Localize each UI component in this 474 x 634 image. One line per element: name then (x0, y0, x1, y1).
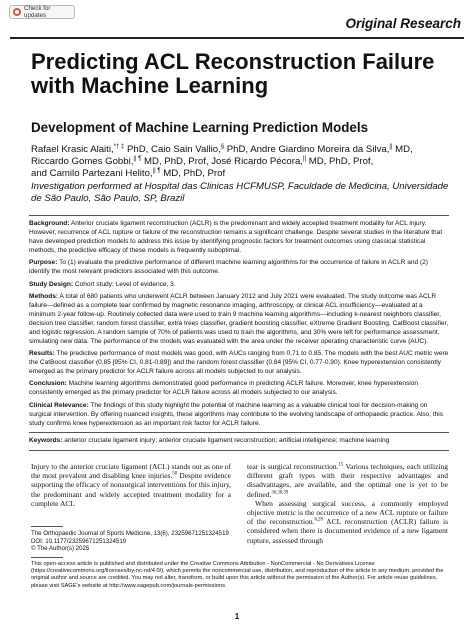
citation[interactable]: 15 (338, 462, 344, 468)
body-column-left (31, 462, 231, 508)
abstract-text: The findings of this study highlight the potential of machine learning as a valuable clinical tool for decision-making on surgical intervention. By offering nuanced insights, these algorithms may contribute to the evolving landscape of orthopaedic practice. Also, this study confirms knee hyperextension as an important risk factor for ACLR failure. (29, 401, 444, 427)
body-paragraph (247, 499, 448, 545)
body-text: tear is surgical reconstruction. (247, 462, 339, 471)
copyright: © The Author(s) 2025 (31, 545, 90, 553)
author-name: Riccardo Gomes Gobbi, (31, 156, 134, 168)
body-text: Despite evidence supporting the efficacy of nonsurgical interventions for this injury, the predominant and widely accepted treatment modality for a complete ACL (31, 471, 231, 508)
abstract-methods (29, 293, 449, 346)
author-degree: MD, PhD, Prof, (306, 156, 374, 168)
abstract-text: Machine learning algorithms demonstrated good performance in predicting ACLR failure. Moreover, knee hyperextension consistently emerged as the primary predictor for ACLR failure across all models subjected to our analysis. (29, 380, 419, 397)
article-subtitle: Development of Machine Learning Prediction Models (31, 120, 369, 135)
body-text: ACL reconstruction (ACLR) failure is considered when there is documented evidence of a new ligament rupture, assessed through (247, 517, 449, 545)
author-degree: PhD, (124, 144, 152, 155)
author-name: and Camilo Partezani Helito, (31, 168, 153, 180)
abstract-text: To (1) evaluate the predictive performance of different machine learning algorithms for the occurrence of failure in ACLR and (2) identify the most relevant predictors associated with this outcome. (29, 259, 428, 276)
check-for-updates-badge[interactable] (9, 5, 75, 19)
license-divider (31, 557, 63, 558)
article-title: Predicting ACL Reconstruction Failure with Machine Learning (31, 49, 435, 98)
body-text: When assessing surgical success, a commonly employed objective metric is the occurrence of a new ACL rupture or failure of the reconstruction. (247, 498, 448, 527)
abstract-label: Methods: (29, 293, 59, 301)
author-block (31, 144, 451, 205)
journal-info-divider (31, 526, 63, 527)
abstract (29, 215, 449, 455)
abstract-bottom-divider (29, 450, 449, 451)
check-for-updates-label: Check for updates (24, 5, 51, 19)
author-name: Rafael Krasic Alaiti, (31, 144, 114, 155)
author-degree: PhD, (224, 144, 251, 155)
body-paragraph (247, 462, 448, 499)
abstract-label: Background: (29, 220, 70, 227)
author-affiliation-marks: || ¶ (152, 168, 161, 175)
author-degree: MD, PhD, Prof, (141, 156, 212, 168)
section-label: Original Research (345, 16, 461, 31)
abstract-keywords (29, 437, 449, 446)
abstract-label: Conclusion: (29, 380, 67, 388)
abstract-clinical-relevance (29, 402, 449, 429)
author-affiliation-marks: || ¶ (133, 156, 142, 163)
update-icon (13, 8, 21, 16)
journal-citation: The Orthopaedic Journal of Sports Medicine, 13(6), 23259671251324519 (31, 530, 229, 537)
author-name: Caio Sain Vallio, (151, 144, 221, 155)
journal-info (31, 526, 231, 553)
abstract-label: Keywords: (29, 437, 63, 445)
abstract-text: The predictive performance of most models was good, with AUCs ranging from 0.71 to 0.85. The models with the best AUC metric were the CatBoost classifier (0.85 [95% CI, 0.81-0.89]) and the random forest classifier (0.84 [95% CI, 0.77-0.90). Knee hyperextension consistently emerged as the primary predictor for ACLR failure across all models subjected to our analysis. (29, 350, 449, 375)
abstract-label: Clinical Relevance: (29, 401, 89, 409)
author-affiliation-marks: || (389, 143, 393, 150)
citation[interactable]: 36,38,39 (271, 490, 289, 496)
body-column-right (247, 462, 448, 545)
abstract-study-design (29, 281, 449, 290)
page-number: 1 (234, 612, 240, 621)
abstract-label: Purpose: (29, 259, 58, 267)
author-name: José Ricardo Pécora, (211, 156, 303, 168)
abstract-text: Anterior cruciate ligament reconstruction (ACLR) is the predominant and widely accepted treatment modality for ACL injury. However, recurrence of ACL rupture or failure of the reconstruction remains a significant challenge. Despite several studies in the literature that have developed prediction models to address this issue by identifying prognostic factors for treatment outcomes using classical statistical methods, the predictive efficacy of these models is frequently suboptimal. (29, 220, 443, 254)
doi[interactable]: DOI: 10.1177/23259671251324519 (31, 537, 127, 545)
abstract-text: A total of 680 patients who underwent ACLR between January 2012 and July 2021 were evaluated. The study outcome was ACLR failure—defined as a complete tear confirmed by magnetic resonance imaging, arthroscopy, or clinical ACL insufficiency—evaluated at a minimum 2-year follow-up. Routinely collected data were used to train 9 machine learning algorithms—including k-nearest neighbors classifier, decision tree classifier, random forest classifier, extra trees classifier, gradient boosting classifier, eXtreme Gradient Boosting, CatBoost classifier, and logistic regression. A random sample of 70% of patients was used to train the algorithms, and 30% were left for performance assessment, simulating new data. The performance of the models was evaluated with the area under the receiver operating characteristic curve (AUC). (29, 293, 449, 345)
header-divider (10, 37, 464, 39)
author-degree: MD, (392, 144, 413, 155)
abstract-label: Study Design: (29, 280, 74, 288)
license-notice (31, 557, 451, 590)
abstract-text: Cohort study; Level of evidence, 3. (73, 280, 176, 288)
affiliation: Investigation performed at Hospital das Clinicas HCFMUSP, Faculdade de Medicina, Universidade de São Paulo, São Paulo, SP, Brazil (31, 180, 449, 204)
abstract-results (29, 350, 449, 377)
body-text: Injury to the anterior cruciate ligament (ACL) stands out as one of the most prevalent and disabling knee injuries. (31, 462, 231, 481)
abstract-top-divider (29, 215, 449, 216)
author-affiliation-marks: *† ‡ (113, 143, 125, 150)
author-degree: MD, PhD, Prof (160, 168, 226, 180)
author-affiliation-marks: § (220, 143, 225, 150)
citation[interactable]: 6,28 (314, 517, 323, 523)
abstract-background (29, 220, 449, 256)
author-name: Andre Giardino Moreira da Silva, (250, 144, 390, 155)
license-text: This open-access article is published and distributed under the Creative Commons Attribution - NonCommercial - No Derivatives License (https://creativecommons.org/licenses/by-nc-nd/4.0/), which permits the noncommercial use, distribution, and reproduction of the article in any medium, provided the original author and source are credited. You may not alter, transform, or build upon this article without the permission of the Author(s). For article reuse guidelines, please visit SAGE's website at http://www.sagepub.com/journals-permissions. (31, 561, 444, 589)
author-list (31, 144, 451, 181)
abstract-purpose (29, 259, 449, 277)
author-affiliation-marks: || (302, 156, 307, 163)
abstract-conclusion (29, 380, 449, 398)
abstract-label: Results: (29, 350, 55, 358)
abstract-keywords-divider (29, 432, 449, 433)
abstract-text: anterior cruciate ligament injury; anterior cruciate ligament reconstruction; artificial intelligence; machine learning (62, 437, 390, 445)
body-text: Various techniques, each utilizing different graft types with their respective advantages and disadvantages, are available, and the optimal one is yet to be defined. (247, 462, 448, 499)
citation[interactable]: 50 (172, 471, 178, 477)
